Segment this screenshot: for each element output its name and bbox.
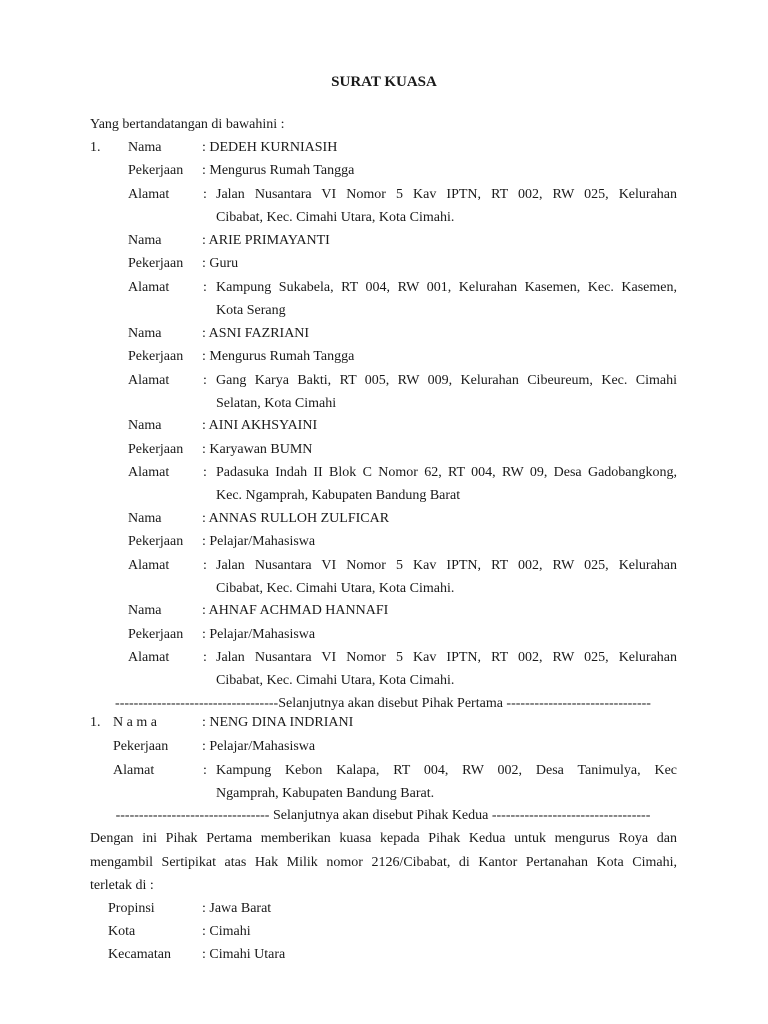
address-label: Alamat [113, 763, 155, 778]
name-value: : NENG DINA INDRIANI [202, 715, 354, 730]
address-label: Alamat [128, 465, 170, 480]
address-line-2: Kota Serang [216, 303, 286, 318]
address-colon: : [203, 373, 207, 388]
address-line-2: Cibabat, Kec. Cimahi Utara, Kota Cimahi. [216, 673, 455, 688]
address-line-1: Jalan Nusantara VI Nomor 5 Kav IPTN, RT 002, RW 025, Kelurahan [216, 558, 677, 573]
district-value: : Cimahi Utara [202, 947, 286, 962]
address-line-1: Kampung Kebon Kalapa, RT 004, RW 002, Desa Tanimulya, Kec [216, 763, 677, 778]
entry-number: 1. [90, 140, 101, 155]
address-line-1: Kampung Sukabela, RT 004, RW 001, Kelurahan Kasemen, Kec. Kasemen, [216, 280, 677, 295]
address-label: Alamat [128, 650, 170, 665]
address-line-2: Kec. Ngamprah, Kabupaten Bandung Barat [216, 488, 461, 503]
body-line-2: mengambil Sertipikat atas Hak Milik nomor 2126/Cibabat, di Kantor Pertanahan Kota Cimahi, [90, 855, 677, 870]
name-label: Nama [128, 140, 162, 155]
job-value: : Pelajar/Mahasiswa [202, 627, 316, 642]
address-colon: : [203, 187, 207, 202]
address-line-1: Jalan Nusantara VI Nomor 5 Kav IPTN, RT 002, RW 025, Kelurahan [216, 187, 677, 202]
address-line-2: Cibabat, Kec. Cimahi Utara, Kota Cimahi. [216, 581, 455, 596]
name-label: Nama [128, 326, 162, 341]
address-line-1: Padasuka Indah II Blok C Nomor 62, RT 004, RW 09, Desa Gadobangkong, [216, 465, 677, 480]
name-label: N a m a [113, 715, 157, 730]
job-value: : Mengurus Rumah Tangga [202, 163, 355, 178]
name-label: Nama [128, 233, 162, 248]
name-label: Nama [128, 418, 162, 433]
name-value: : ARIE PRIMAYANTI [202, 233, 330, 248]
name-value: : DEDEH KURNIASIH [202, 140, 338, 155]
address-label: Alamat [128, 373, 170, 388]
document-title: SURAT KUASA [331, 74, 437, 90]
address-label: Alamat [128, 187, 170, 202]
name-value: : AHNAF ACHMAD HANNAFI [202, 603, 389, 618]
address-line-2: Ngamprah, Kabupaten Bandung Barat. [216, 786, 435, 801]
body-line-3: terletak di : [90, 878, 154, 893]
district-label: Kecamatan [108, 947, 171, 962]
name-value: : ANNAS RULLOH ZULFICAR [202, 511, 390, 526]
name-label: Nama [128, 511, 162, 526]
city-label: Kota [108, 924, 136, 939]
intro-text: Yang bertandatangan di bawahini : [90, 117, 285, 132]
separator-first-party: -----------------------------------Selanjutnya akan disebut Pihak Pertama ------------------------------- [115, 696, 651, 711]
address-line-2: Cibabat, Kec. Cimahi Utara, Kota Cimahi. [216, 210, 455, 225]
address-colon: : [203, 650, 207, 665]
address-colon: : [203, 558, 207, 573]
job-label: Pekerjaan [128, 442, 184, 457]
job-value: : Mengurus Rumah Tangga [202, 349, 355, 364]
address-label: Alamat [128, 558, 170, 573]
address-colon: : [203, 763, 207, 778]
name-label: Nama [128, 603, 162, 618]
address-colon: : [203, 280, 207, 295]
address-line-1: Gang Karya Bakti, RT 005, RW 009, Kelurahan Cibeureum, Kec. Cimahi [216, 373, 677, 388]
job-label: Pekerjaan [128, 627, 184, 642]
province-label: Propinsi [108, 901, 155, 916]
job-value: : Guru [202, 256, 239, 271]
address-line-2: Selatan, Kota Cimahi [216, 396, 337, 411]
name-value: : AINI AKHSYAINI [202, 418, 318, 433]
body-line-1: Dengan ini Pihak Pertama memberikan kuasa kepada Pihak Kedua untuk mengurus Roya dan [90, 831, 677, 846]
job-value: : Pelajar/Mahasiswa [202, 534, 316, 549]
job-value: : Pelajar/Mahasiswa [202, 739, 316, 754]
city-value: : Cimahi [202, 924, 251, 939]
name-value: : ASNI FAZRIANI [202, 326, 310, 341]
province-value: : Jawa Barat [202, 901, 272, 916]
address-line-1: Jalan Nusantara VI Nomor 5 Kav IPTN, RT 002, RW 025, Kelurahan [216, 650, 677, 665]
address-label: Alamat [128, 280, 170, 295]
job-value: : Karyawan BUMN [202, 442, 313, 457]
address-colon: : [203, 465, 207, 480]
job-label: Pekerjaan [113, 739, 169, 754]
job-label: Pekerjaan [128, 534, 184, 549]
job-label: Pekerjaan [128, 349, 184, 364]
job-label: Pekerjaan [128, 256, 184, 271]
entry-number: 1. [90, 715, 101, 730]
job-label: Pekerjaan [128, 163, 184, 178]
separator-second-party: --------------------------------- Selanjutnya akan disebut Pihak Kedua ---------------------------------- [115, 808, 651, 823]
